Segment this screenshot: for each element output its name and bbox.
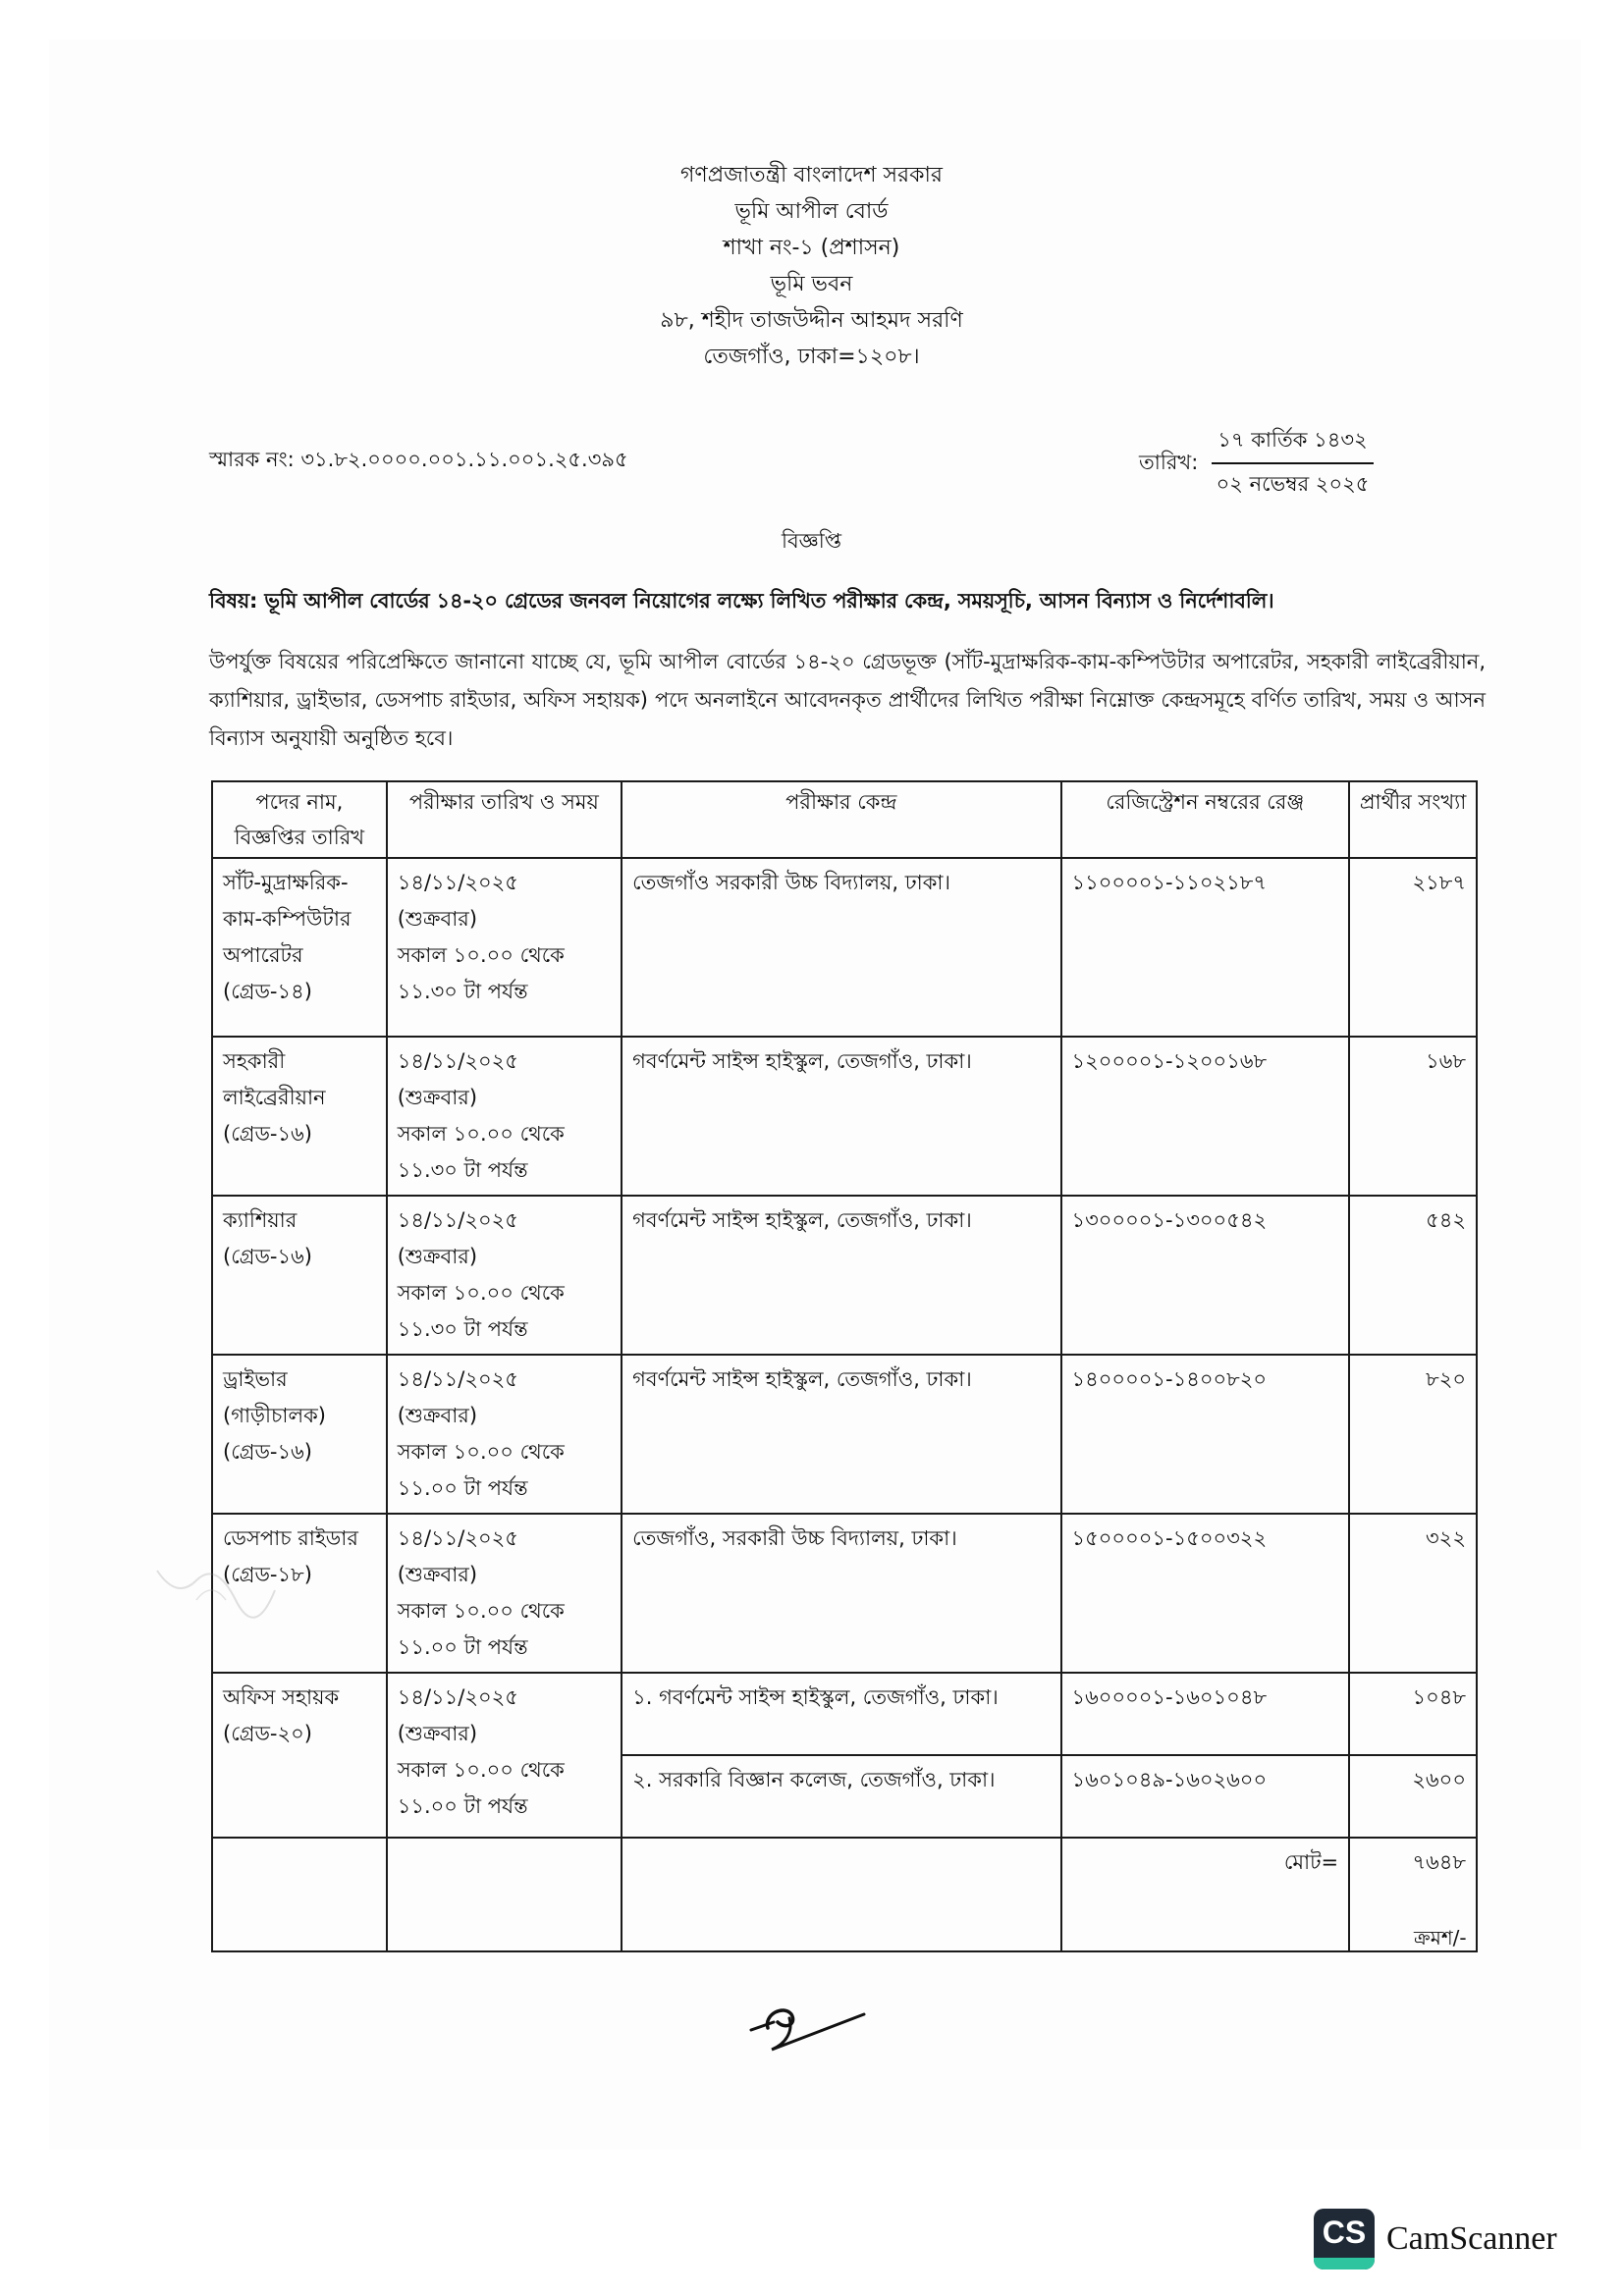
reg-range: ১১০০০০১-১১০২১৮৭	[1061, 858, 1350, 1037]
exam-time: সকাল ১০.০০ থেকে ১১.০০ টা পর্যন্ত	[397, 1599, 565, 1659]
memo-value: ৩১.৮২.০০০০.০০১.১১.০০১.২৫.৩৯৫	[300, 448, 628, 471]
continued-note: ক্রমশ/-	[1414, 1926, 1467, 1949]
subject-line: বিষয়: ভূমি আপীল বোর্ডের ১৪-২০ গ্রেডের জনবল নিয়োগের লক্ষ্যে লিখিত পরীক্ষার কেন্দ্র, সময়সূচি, আসন বিন্যাস ও নির্দেশাবলি।	[209, 589, 1274, 613]
issue-date	[1139, 424, 1374, 503]
header-reg-range: রেজিস্ট্রেশন নম্বরের রেঞ্জ	[1061, 781, 1350, 858]
exam-date-time	[387, 858, 622, 1037]
table-header-row	[212, 781, 1477, 858]
table-row	[212, 1514, 1477, 1673]
header-candidate-count: প্রার্থীর সংখ্যা	[1349, 781, 1477, 858]
table-row	[212, 1673, 1477, 1755]
letterhead-line: ভূমি আপীল বোর্ড	[734, 199, 889, 224]
letterhead-line: তেজগাঁও, ঢাকা=১২০৮।	[703, 345, 920, 369]
exam-date: ১৪/১১/২০২৫	[397, 1685, 518, 1709]
camscanner-brand-name: CamScanner	[1386, 2220, 1557, 2257]
exam-center: তেজগাঁও সরকারী উচ্চ বিদ্যালয়, ঢাকা।	[622, 858, 1060, 1037]
letterhead	[0, 157, 1623, 375]
exam-day: (শুক্রবার)	[397, 1245, 478, 1268]
letterhead-line: ৯৮, শহীদ তাজউদ্দীন আহমদ সরণি	[660, 308, 963, 333]
camscanner-logo-icon	[1314, 2209, 1375, 2269]
letterhead-line: শাখা নং-১ (প্রশাসন)	[723, 236, 900, 260]
pencil-smudge	[137, 1531, 334, 1629]
camscanner-logo-text: CS	[1322, 2215, 1367, 2250]
memo-number	[209, 444, 628, 478]
candidate-count: ৩২২	[1349, 1514, 1477, 1673]
reg-range: ১৩০০০০১-১৩০০৫৪২	[1061, 1196, 1350, 1355]
candidate-count: ৫৪২	[1349, 1196, 1477, 1355]
date-gregorian: ০২ নভেম্বর ২০২৫	[1216, 472, 1370, 496]
date-label: তারিখ:	[1139, 450, 1199, 474]
candidate-count: ১৬৮	[1349, 1037, 1477, 1196]
date-bangla: ১৭ কার্তিক ১৪৩২	[1212, 424, 1373, 464]
exam-time: সকাল ১০.০০ থেকে ১১.০০ টা পর্যন্ত	[397, 1440, 565, 1500]
exam-center: ১. গবর্ণমেন্ট সাইন্স হাইস্কুল, তেজগাঁও, ঢাকা।	[622, 1673, 1060, 1755]
header-post: পদের নাম, বিজ্ঞপ্তির তারিখ	[212, 781, 387, 858]
exam-time: সকাল ১০.০০ থেকে ১১.৩০ টা পর্যন্ত	[397, 1122, 565, 1182]
reg-range: ১৪০০০০১-১৪০০৮২০	[1061, 1355, 1350, 1514]
exam-schedule-table	[211, 780, 1478, 1952]
exam-date-time	[387, 1673, 622, 1838]
exam-date-time	[387, 1355, 622, 1514]
total-label: মোট=	[1061, 1838, 1350, 1951]
exam-time: সকাল ১০.০০ থেকে ১১.৩০ টা পর্যন্ত	[397, 943, 565, 1003]
exam-date: ১৪/১১/২০২৫	[397, 1208, 518, 1232]
camscanner-watermark	[1314, 2209, 1557, 2269]
post-name: ড্রাইভার (গাড়ীচালক) (গ্রেড-১৬)	[212, 1355, 387, 1514]
camscanner-logo-band	[1314, 2258, 1375, 2269]
date-values	[1212, 424, 1373, 503]
post-name: অফিস সহায়ক (গ্রেড-২০)	[212, 1673, 387, 1838]
exam-time: সকাল ১০.০০ থেকে ১১.৩০ টা পর্যন্ত	[397, 1281, 565, 1341]
post-name: সাঁট-মুদ্রাক্ষরিক-কাম-কম্পিউটার অপারেটর (গ্রেড-১৪)	[212, 858, 387, 1037]
exam-center: ২. সরকারি বিজ্ঞান কলেজ, তেজগাঁও, ঢাকা।	[622, 1755, 1060, 1838]
memo-label: স্মারক নং:	[209, 448, 295, 471]
total-value: ৭৬৪৮	[1349, 1838, 1477, 1951]
exam-center: গবর্ণমেন্ট সাইন্স হাইস্কুল, তেজগাঁও, ঢাকা।	[622, 1355, 1060, 1514]
exam-day: (শুক্রবার)	[397, 907, 478, 931]
notice-title: বিজ্ঞপ্তি	[781, 529, 842, 553]
empty-cell	[212, 1838, 387, 1951]
table-row	[212, 858, 1477, 1037]
exam-date: ১৪/১১/২০২৫	[397, 871, 518, 894]
candidate-count: ৮২০	[1349, 1355, 1477, 1514]
table-row	[212, 1355, 1477, 1514]
exam-center: গবর্ণমেন্ট সাইন্স হাইস্কুল, তেজগাঁও, ঢাকা।	[622, 1196, 1060, 1355]
candidate-count: ১০৪৮	[1349, 1673, 1477, 1755]
post-name: ক্যাশিয়ার (গ্রেড-১৬)	[212, 1196, 387, 1355]
signature	[746, 1993, 874, 2061]
post-name: সহকারী লাইব্রেরীয়ান (গ্রেড-১৬)	[212, 1037, 387, 1196]
empty-cell	[622, 1838, 1060, 1951]
exam-date-time	[387, 1037, 622, 1196]
candidate-count: ২৬০০	[1349, 1755, 1477, 1838]
header-date-time: পরীক্ষার তারিখ ও সময়	[387, 781, 622, 858]
exam-day: (শুক্রবার)	[397, 1563, 478, 1586]
candidate-count: ২১৮৭	[1349, 858, 1477, 1037]
exam-day: (শুক্রবার)	[397, 1722, 478, 1745]
exam-day: (শুক্রবার)	[397, 1404, 478, 1427]
exam-center: তেজগাঁও, সরকারী উচ্চ বিদ্যালয়, ঢাকা।	[622, 1514, 1060, 1673]
reg-range: ১৬০০০০১-১৬০১০৪৮	[1061, 1673, 1350, 1755]
total-row	[212, 1838, 1477, 1951]
exam-center: গবর্ণমেন্ট সাইন্স হাইস্কুল, তেজগাঁও, ঢাকা।	[622, 1037, 1060, 1196]
empty-cell	[387, 1838, 622, 1951]
header-center: পরীক্ষার কেন্দ্র	[622, 781, 1060, 858]
exam-day: (শুক্রবার)	[397, 1086, 478, 1109]
post-name: ডেসপাচ রাইডার (গ্রেড-১৮)	[212, 1514, 387, 1673]
reg-range: ১২০০০০১-১২০০১৬৮	[1061, 1037, 1350, 1196]
exam-date: ১৪/১১/২০২৫	[397, 1367, 518, 1391]
reg-range: ১৫০০০০১-১৫০০৩২২	[1061, 1514, 1350, 1673]
exam-date: ১৪/১১/২০২৫	[397, 1049, 518, 1073]
exam-date-time	[387, 1514, 622, 1673]
table-row	[212, 1037, 1477, 1196]
exam-date-time	[387, 1196, 622, 1355]
reg-range: ১৬০১০৪৯-১৬০২৬০০	[1061, 1755, 1350, 1838]
letterhead-line: গণপ্রজাতন্ত্রী বাংলাদেশ সরকার	[679, 163, 944, 187]
exam-date: ১৪/১১/২০২৫	[397, 1526, 518, 1550]
body-paragraph: উপর্যুক্ত বিষয়ের পরিপ্রেক্ষিতে জানানো যাচ্ছে যে, ভূমি আপীল বোর্ডের ১৪-২০ গ্রেডভূক্ত (সাঁট-মুদ্রাক্ষরিক-কাম-কম্পিউটার অপারেটর, সহকারী লাইব্রেরীয়ান, ক্যাশিয়ার, ড্রাইভার, ডেসপাচ রাইডার, অফিস সহায়ক) পদে অনলাইনে আবেদনকৃত প্রার্থীদের লিখিত পরীক্ষা নিম্নোক্ত কেন্দ্রসমূহে বর্ণিত তারিখ, সময় ও আসন বিন্যাস অনুযায়ী অনুষ্ঠিত হবে।	[209, 650, 1486, 750]
table-row	[212, 1196, 1477, 1355]
letterhead-line: ভূমি ভবন	[770, 272, 853, 296]
exam-time: সকাল ১০.০০ থেকে ১১.০০ টা পর্যন্ত	[397, 1758, 565, 1818]
